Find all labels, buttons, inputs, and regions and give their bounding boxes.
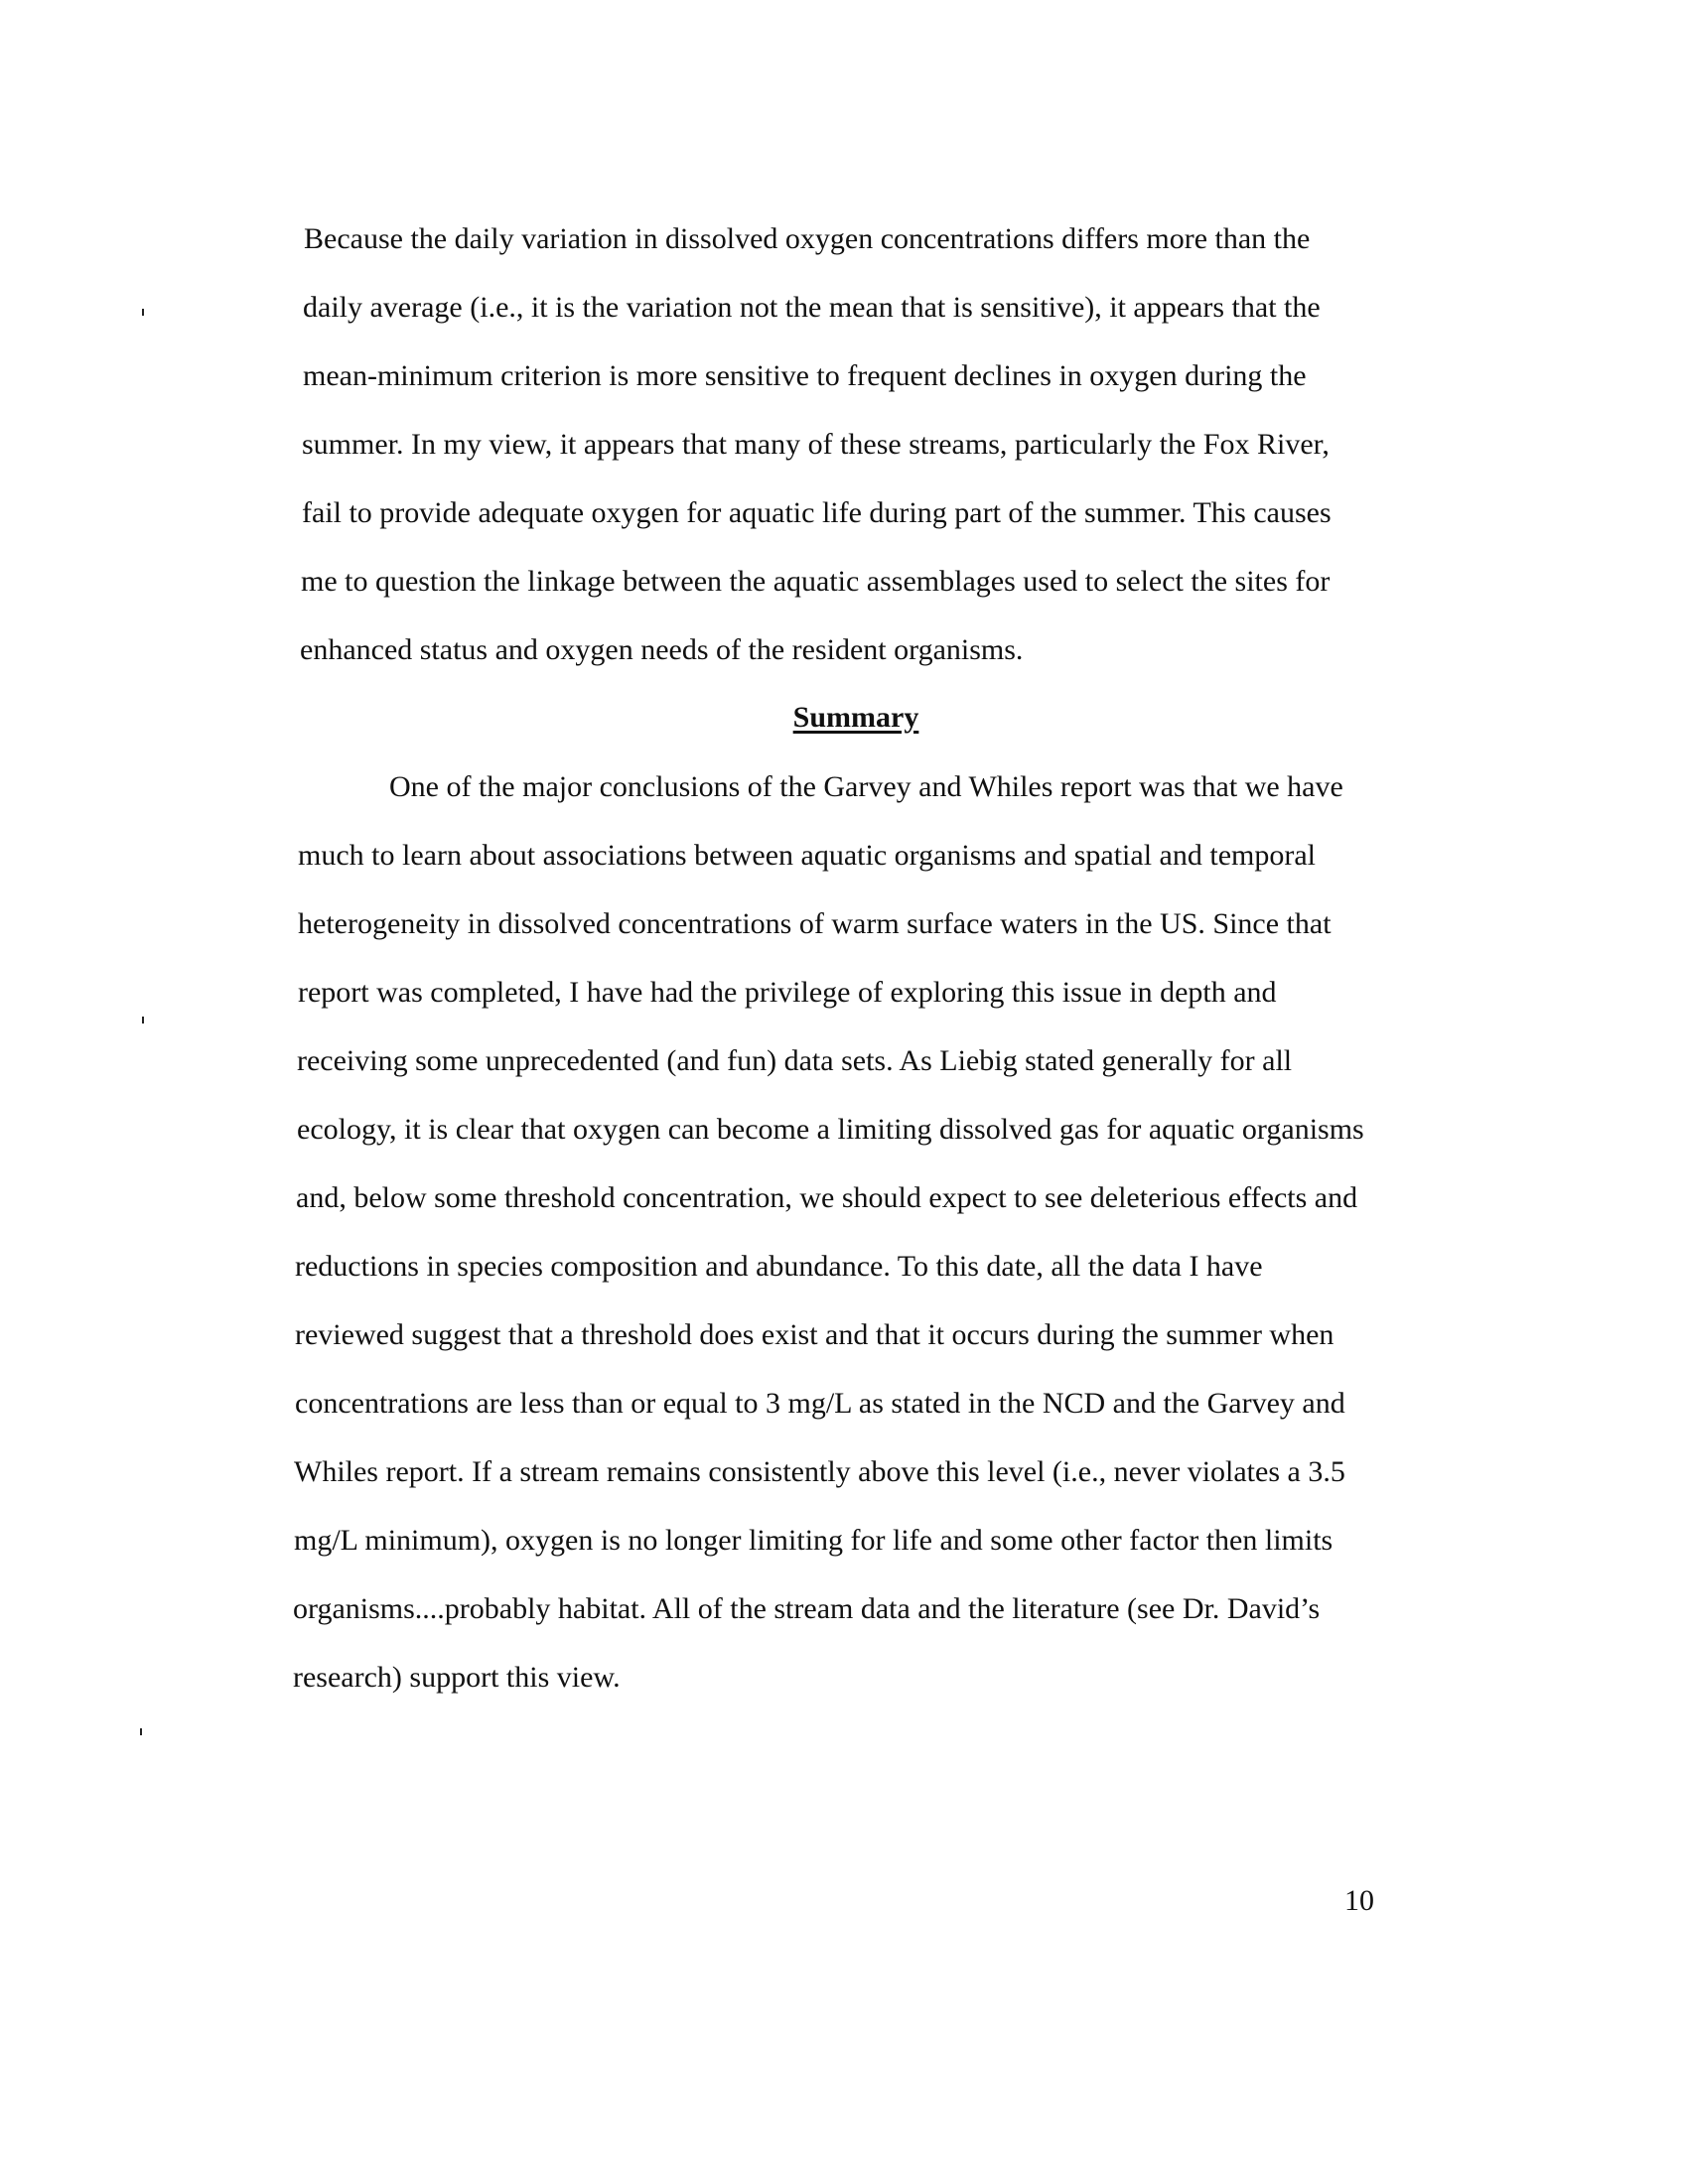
summary-line: report was completed, I have had the privilege of exploring this issue in depth and xyxy=(298,976,1277,1009)
paragraph-1-line: summer. In my view, it appears that many of these streams, particularly the Fox River, xyxy=(302,428,1330,461)
paragraph-1-line: me to question the linkage between the aquatic assemblages used to select the sites for xyxy=(301,565,1331,598)
paragraph-1-line: mean-minimum criterion is more sensitive to frequent declines in oxygen during the xyxy=(303,359,1307,392)
margin-mark xyxy=(140,1728,142,1735)
summary-line: organisms....probably habitat. All of the stream data and the literature (see Dr. David’s xyxy=(293,1592,1321,1625)
summary-line: One of the major conclusions of the Garvey and Whiles report was that we have xyxy=(389,770,1343,803)
paragraph-1-line: daily average (i.e., it is the variation not the mean that is sensitive), it appears that the xyxy=(303,291,1321,324)
summary-line: reductions in species composition and abundance. To this date, all the data I have xyxy=(295,1250,1263,1283)
paragraph-1-line: fail to provide adequate oxygen for aquatic life during part of the summer. This causes xyxy=(302,496,1332,529)
paragraph-1-line: enhanced status and oxygen needs of the resident organisms. xyxy=(300,633,1024,666)
paragraph-1-line: Because the daily variation in dissolved oxygen concentrations differs more than the xyxy=(304,222,1311,255)
summary-line: concentrations are less than or equal to 3 mg/L as stated in the NCD and the Garvey and xyxy=(295,1387,1345,1420)
summary-line: ecology, it is clear that oxygen can become a limiting dissolved gas for aquatic organisms xyxy=(297,1113,1364,1146)
summary-line: reviewed suggest that a threshold does exist and that it occurs during the summer when xyxy=(295,1318,1334,1351)
margin-mark xyxy=(142,309,144,316)
margin-mark xyxy=(142,1017,144,1024)
section-heading-summary: Summary xyxy=(792,701,919,734)
summary-line: receiving some unprecedented (and fun) data sets. As Liebig stated generally for all xyxy=(297,1044,1293,1077)
summary-line: Whiles report. If a stream remains consistently above this level (i.e., never violates a 3.5 xyxy=(294,1455,1345,1488)
summary-line: research) support this view. xyxy=(293,1661,621,1694)
summary-line: and, below some threshold concentration, we should expect to see deleterious effects and xyxy=(296,1181,1358,1214)
summary-line: heterogeneity in dissolved concentrations of warm surface waters in the US. Since that xyxy=(298,907,1332,940)
page-number: 10 xyxy=(1344,1884,1374,1917)
summary-line: mg/L minimum), oxygen is no longer limiting for life and some other factor then limits xyxy=(294,1524,1333,1557)
summary-line: much to learn about associations between aquatic organisms and spatial and temporal xyxy=(298,839,1316,872)
